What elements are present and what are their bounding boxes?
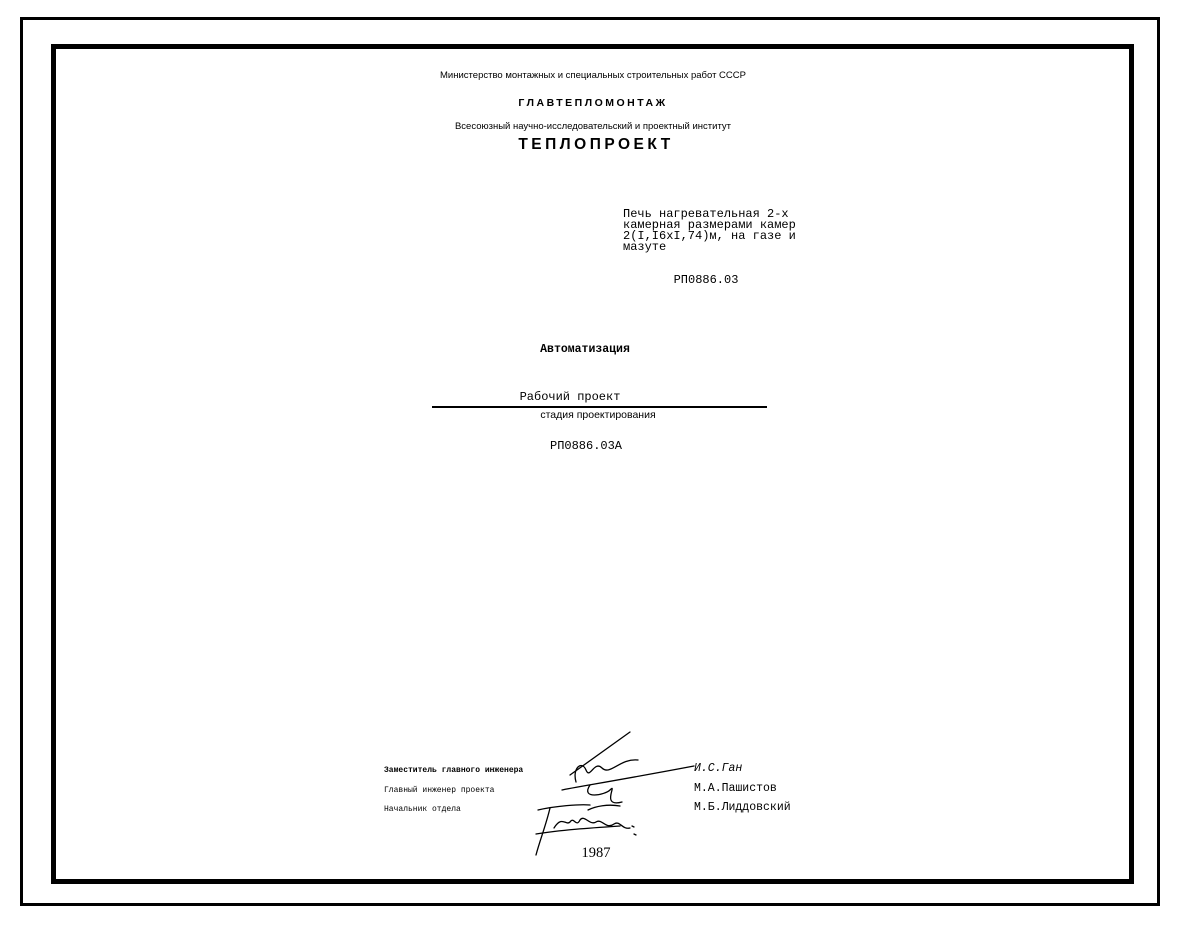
- stage-underline: [432, 406, 767, 408]
- ministry-name: Министерство монтажных и специальных строительных работ СССР: [440, 70, 746, 81]
- organization-name: ГЛАВТЕПЛОМОНТАЖ: [518, 97, 668, 109]
- signature-position-3: Начальник отдела: [384, 805, 461, 814]
- stage-caption: стадия проектирования: [540, 409, 656, 421]
- document-year: 1987: [581, 845, 611, 861]
- object-code: РП0886.03: [673, 273, 739, 287]
- institute-name: ТЕПЛОПРОЕКТ: [518, 136, 674, 153]
- signature-position-1: Заместитель главного инженера: [384, 766, 524, 775]
- signature-name-3: М.Б.Лиддовский: [694, 801, 791, 814]
- signature-name-2: М.А.Пашистов: [694, 782, 777, 795]
- signature-name-1: И.С.Ган: [694, 762, 743, 775]
- document-code: РП0886.03А: [549, 439, 623, 453]
- institute-description: Всесоюзный научно-исследовательский и проектный институт: [454, 121, 732, 132]
- section-title: Автоматизация: [540, 343, 630, 356]
- signature-position-2: Главный инженер проекта: [384, 786, 495, 795]
- object-description: Печь нагревательная 2-х камерная размерами камер 2(I,I6xI,74)м, на газе и мазуте: [623, 207, 796, 254]
- stage-value: Рабочий проект: [519, 390, 621, 404]
